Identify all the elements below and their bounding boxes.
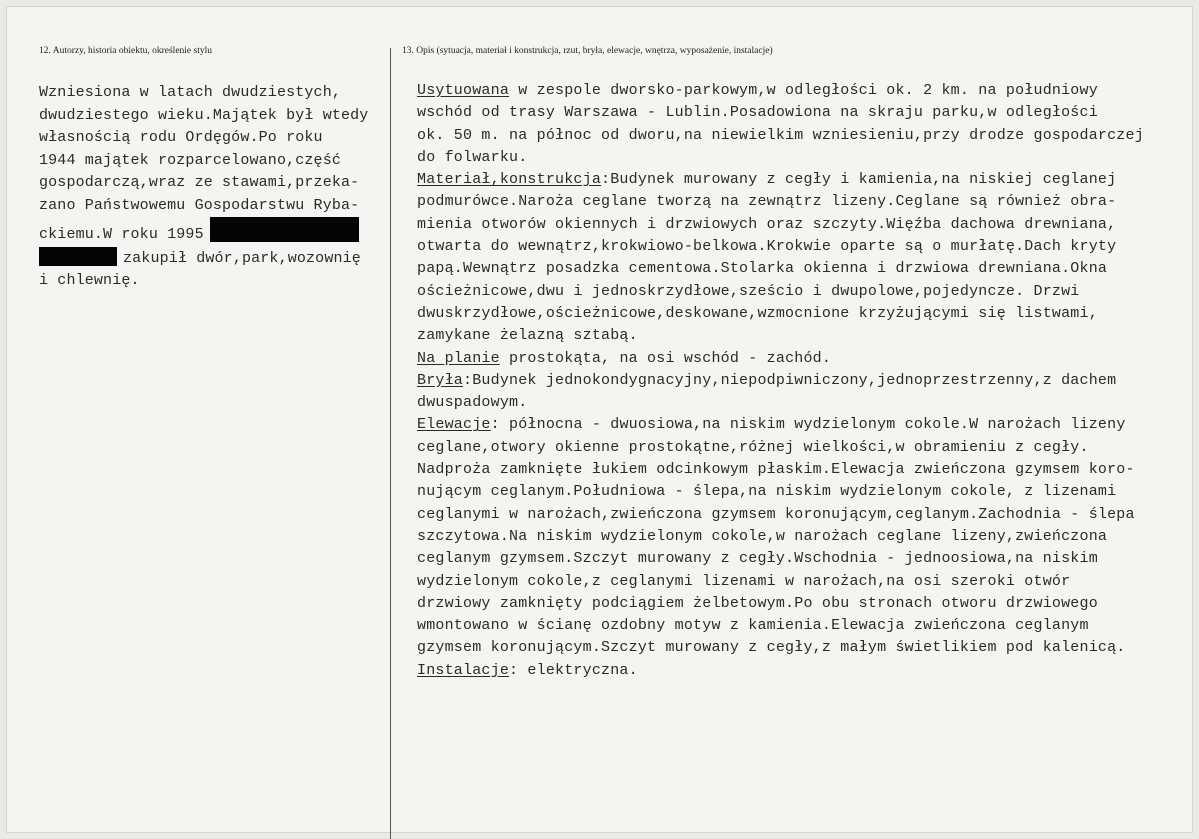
elevations-line: nującym ceglanym.Południowa - ślepa,na niskim wydzielonym cokole, z lizenami: [417, 483, 1117, 501]
history-line-with-redaction: [39, 247, 399, 271]
elevations-line: Nadproża zamknięte łukiem odcinkowym płaskim.Elewacja zwieńczona gzymsem koro-: [417, 461, 1135, 479]
location-line: do folwarku.: [417, 148, 528, 166]
history-line: ckiemu.W roku 1995: [39, 226, 204, 243]
record-card: [6, 6, 1193, 833]
elevations-line: ceglane,otwory okienne prostokątne,różnej wielkości,w obramieniu z cegły.: [417, 438, 1089, 456]
elevations-line: szczytowa.Na niskim wydzielonym cokole,w narożach ceglane lizeny,zwieńczona: [417, 527, 1108, 545]
history-line: zano Państwowemu Gospodarstwu Ryba-: [39, 196, 360, 214]
form-label: Bryła: [417, 371, 464, 389]
history-line: własnością rodu Ordęgów.Po roku: [39, 129, 323, 146]
elevations-line: ceglanym gzymsem.Szczyt murowany z cegły.Wschodnia - jednoosiowa,na niskim: [417, 550, 1098, 568]
history-line-with-redaction: [39, 217, 399, 247]
elevations-line: ceglanymi w narożach,zwieńczona gzymsem koronującym,ceglanym.Zachodnia - ślepa: [417, 505, 1135, 523]
elevations-line: Elewacje: północna - dwuosiowa,na niskim wydzielonym cokole.W narożach lizeny: [417, 416, 1126, 434]
history-line: zakupił dwór,park,wozownię: [123, 249, 361, 267]
material-line: otwarta do wewnątrz,krokwiowo-belkowa.Krokwie oparte są o murłatę.Dach kryty: [417, 238, 1117, 256]
material-line: ościeżnicowe,dwu i jednoskrzydłowe,sześcio i dwupolowe,pojedyncze. Drzwi: [417, 282, 1080, 300]
redaction-bar: [39, 247, 117, 266]
elevations-line: gzymsem koronującym.Szczyt murowany z cegły,z małym świetlikiem pod kalenicą.: [417, 639, 1126, 657]
history-line: gospodarczą,wraz ze stawami,przeka-: [39, 174, 360, 191]
history-line: i chlewnię.: [39, 272, 140, 289]
plan-line: Na planie prostokąta, na osi wschód - zachód.: [417, 349, 832, 367]
redaction-bar: [210, 217, 359, 242]
plan-label: Na planie: [417, 349, 500, 367]
material-line: podmurówce.Naroża ceglane tworzą na zewnątrz lizeny.Ceglane są również obra-: [417, 193, 1117, 211]
material-label: Materiał,konstrukcja: [417, 171, 602, 189]
location-label: Usytuowana: [417, 82, 510, 99]
elevations-line: wydzielonym cokole,z ceglanymi lizenami w narożach,na osi szeroki otwór: [417, 572, 1071, 590]
history-line: 1944 majątek rozparcelowano,część: [39, 151, 341, 169]
description-text: [417, 80, 1199, 682]
elevations-line: drzwiowy zamknięty podciągiem żelbetowym.Po obu stronach otworu drzwiowego: [417, 594, 1098, 612]
material-line: zamykane żelazną sztabą.: [417, 327, 638, 345]
material-line: mienia otworów okiennych i drzwiowych oraz szczyty.Więźba dachowa drewniana,: [417, 215, 1117, 233]
elevations-label: Elewacje: [417, 416, 491, 434]
section-13-header: 13. Opis (sytuacja, materiał i konstrukcja, rzut, bryła, elewacje, wnętrza, wyposażenie, instalacje): [402, 46, 773, 56]
section-12-header: 12. Autorzy, historia obiektu, określenie stylu: [39, 46, 212, 56]
material-line: Materiał,konstrukcja:Budynek murowany z cegły i kamienia,na niskiej ceglanej: [417, 171, 1117, 189]
location-line: wschód od trasy Warszawa - Lublin.Posadowiona na skraju parku,w odległości: [417, 104, 1098, 122]
history-text: [39, 82, 399, 293]
installations-line: Instalacje: elektryczna.: [417, 661, 638, 679]
form-line: dwuspadowym.: [417, 394, 528, 412]
material-line: dwuskrzydłowe,ościeżnicowe,deskowane,wzmocnione krzyżującymi się listwami,: [417, 304, 1098, 322]
location-line: ok. 50 m. na północ od dworu,na niewielkim wzniesieniu,przy drodze gospodarczej: [417, 126, 1144, 144]
location-line: Usytuowana w zespole dworsko-parkowym,w odległości ok. 2 km. na południowy: [417, 82, 1098, 99]
elevations-line: wmontowano w ścianę ozdobny motyw z kamienia.Elewacja zwieńczona ceglanym: [417, 617, 1089, 635]
installations-label: Instalacje: [417, 661, 510, 679]
history-line: Wzniesiona w latach dwudziestych,: [39, 84, 341, 101]
form-line: Bryła:Budynek jednokondygnacyjny,niepodpiwniczony,jednoprzestrzenny,z dachem: [417, 371, 1117, 389]
history-line: dwudziestego wieku.Majątek był wtedy: [39, 106, 369, 124]
material-line: papą.Wewnątrz posadzka cementowa.Stolarka okienna i drzwiowa drewniana.Okna: [417, 260, 1108, 278]
